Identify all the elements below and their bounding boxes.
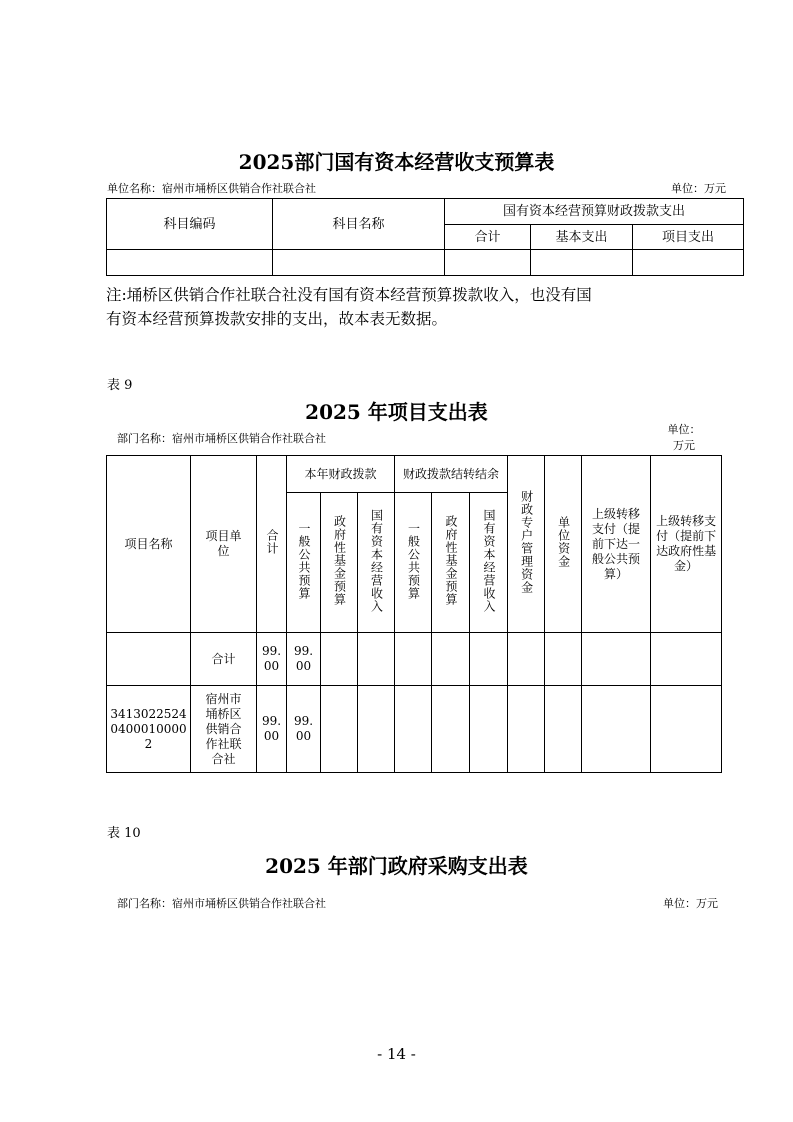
empty-cell: [582, 686, 651, 773]
section1-unit-name: 单位名称：宿州市埇桥区供销合作社联合社: [107, 182, 316, 195]
table-row: [107, 686, 722, 773]
section3-unit: 单位：万元: [663, 897, 718, 910]
section2-title: 2025 年项目支出表: [305, 400, 488, 424]
empty-cell: [445, 250, 531, 276]
table-9-label: 表 9: [107, 378, 133, 393]
header-transfer-fund-text: 上级转移支付（提前下达政府性基金）: [656, 514, 717, 573]
header-gov-fund-text: 政府性基金预算: [332, 515, 347, 606]
empty-cell: [395, 633, 432, 686]
row-project-name-text: 341302252404000100002: [110, 706, 187, 751]
empty-cell: [545, 633, 582, 686]
row-project-name: [107, 633, 191, 686]
row-total: [257, 633, 287, 686]
row-general: [287, 686, 321, 773]
row-total: [257, 686, 287, 773]
row-total-text: 99.00: [261, 714, 282, 743]
empty-cell: [432, 686, 470, 773]
header-name: 科目名称: [273, 199, 445, 250]
row-general-text: 99.00: [293, 714, 314, 743]
header-basic: 基本支出: [531, 225, 633, 250]
section3-dept-name: 部门名称：宿州市埇桥区供销合作社联合社: [117, 897, 326, 910]
empty-cell: [545, 686, 582, 773]
empty-cell: [470, 686, 508, 773]
empty-cell: [651, 686, 722, 773]
header-gov-fund-2-text: 政府性基金预算: [444, 515, 459, 606]
header-general-text: 一般公共预算: [297, 521, 311, 600]
row-project-unit: 合计: [191, 633, 257, 686]
empty-cell: [531, 250, 633, 276]
header-code: 科目编码: [107, 199, 273, 250]
row-general-text: 99.00: [293, 644, 314, 673]
header-state-capital-text: 国有资本经营收入: [369, 508, 384, 613]
empty-cell: [273, 250, 445, 276]
empty-cell: [358, 633, 395, 686]
empty-cell: [358, 686, 395, 773]
header-project-unit: [191, 456, 257, 633]
header-unit-funds: [545, 456, 582, 633]
row-project-unit-text: 宿州市埇桥区供销合作社联合社: [205, 691, 242, 766]
header-state-capital: [358, 493, 395, 633]
header-general: [287, 493, 321, 633]
empty-cell: [432, 633, 470, 686]
section3-title: 2025 年部门政府采购支出表: [265, 854, 528, 878]
empty-cell: [508, 633, 545, 686]
header-state-capital-2: [470, 493, 508, 633]
empty-cell: [651, 633, 722, 686]
table-10-label: 表 10: [107, 826, 141, 841]
header-gov-fund-2: [432, 493, 470, 633]
header-total: 合计: [445, 225, 531, 250]
header-transfer-general-text: 上级转移支付（提前下达一般公共预算）: [592, 506, 641, 581]
header-special-text: 财政专户管理资金: [519, 490, 534, 594]
header-transfer-fund: [651, 456, 722, 633]
header-general-2: [395, 493, 432, 633]
project-expenditure-table: [106, 455, 722, 773]
empty-cell: [395, 686, 432, 773]
empty-cell: [107, 250, 273, 276]
header-total: [257, 456, 287, 633]
header-gov-fund: [321, 493, 358, 633]
table-row: [107, 633, 722, 686]
section2-dept-name: 部门名称：宿州市埇桥区供销合作社联合社: [117, 432, 326, 445]
empty-cell: [582, 633, 651, 686]
note-line-1: 注:埇桥区供销合作社联合社没有国有资本经营预算拨款收入，也没有国: [106, 286, 592, 304]
section1-title: 2025部门国有资本经营收支预算表: [238, 150, 555, 174]
header-group: 国有资本经营预算财政拨款支出: [445, 199, 744, 225]
empty-cell: [508, 686, 545, 773]
empty-cell: [321, 686, 358, 773]
header-project: 项目支出: [633, 225, 744, 250]
table-row: [107, 250, 744, 276]
header-current-year: 本年财政拨款: [287, 456, 395, 493]
header-total-text: 合计: [265, 529, 279, 555]
header-special: [508, 456, 545, 633]
state-capital-budget-table: [106, 198, 744, 276]
header-general-2-text: 一般公共预算: [406, 521, 421, 600]
header-unit-funds-text: 单位资金: [556, 516, 571, 568]
empty-cell: [633, 250, 744, 276]
row-total-text: 99.00: [261, 644, 282, 673]
row-general: [287, 633, 321, 686]
header-project-name: 项目名称: [107, 456, 191, 633]
header-transfer-general: [582, 456, 651, 633]
row-project-name: [107, 686, 191, 773]
section1-unit: 单位：万元: [671, 182, 726, 195]
section2-unit: [663, 422, 705, 454]
header-carryover-text: 财政拨款结转结余: [403, 466, 500, 481]
header-state-capital-2-text: 国有资本经营收入: [482, 508, 497, 613]
note-line-2: 有资本经营预算拨款安排的支出，故本表无数据。: [106, 310, 448, 328]
page-number: - 14 -: [377, 1045, 416, 1063]
header-carryover: [395, 456, 508, 493]
empty-cell: [321, 633, 358, 686]
header-project-unit-text: 项目单位: [205, 529, 242, 558]
empty-cell: [470, 633, 508, 686]
row-project-unit: [191, 686, 257, 773]
section2-unit-text: 单位：万元: [667, 423, 701, 452]
